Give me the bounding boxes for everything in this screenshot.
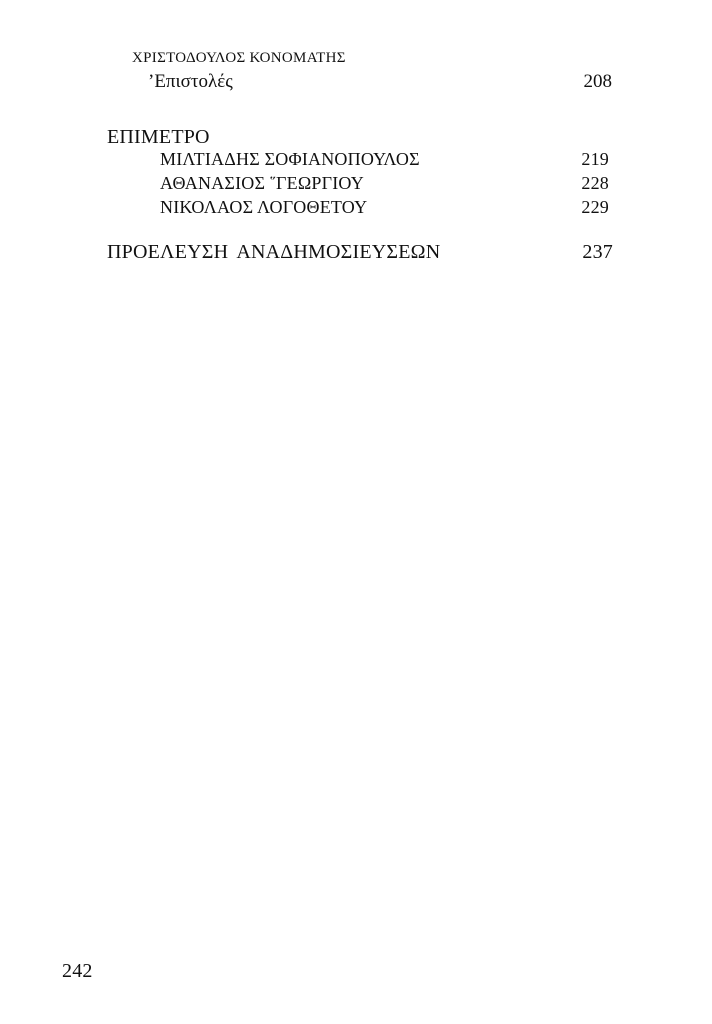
toc-page-provenance: 237: [582, 241, 613, 263]
toc-entry-logothetou: ΝΙΚΟΛΑΟΣ ΛΟΓΟΘΕΤΟΥ: [160, 197, 368, 217]
page-number: 242: [62, 960, 93, 982]
toc-title-epistoles: ’Επιστολές: [148, 71, 233, 92]
toc-page-georgiou: 228: [581, 173, 609, 193]
toc-entry-sofianopoulos: ΜΙΛΤΙΑΔΗΣ ΣΟΦΙΑΝΟΠΟΥΛΟΣ: [160, 149, 420, 169]
toc-author-konomatis: ΧΡΙΣΤΟΔΟΥΛΟΣ ΚΟΝΟΜΑΤΗΣ: [132, 50, 346, 66]
toc-page-sofianopoulos: 219: [581, 149, 609, 169]
toc-section-provenance: ΠΡΟΕΛΕΥΣΗ ΑΝΑΔΗΜΟΣΙΕΥΣΕΩΝ: [107, 241, 441, 263]
toc-page-epistoles: 208: [583, 71, 612, 92]
toc-page-logothetou: 229: [581, 197, 609, 217]
toc-section-epimetro: ΕΠΙΜΕΤΡΟ: [107, 126, 210, 148]
toc-entry-georgiou: ΑΘΑΝΑΣΙΟΣ ῞ΓΕΩΡΓΙΟΥ: [160, 173, 364, 193]
